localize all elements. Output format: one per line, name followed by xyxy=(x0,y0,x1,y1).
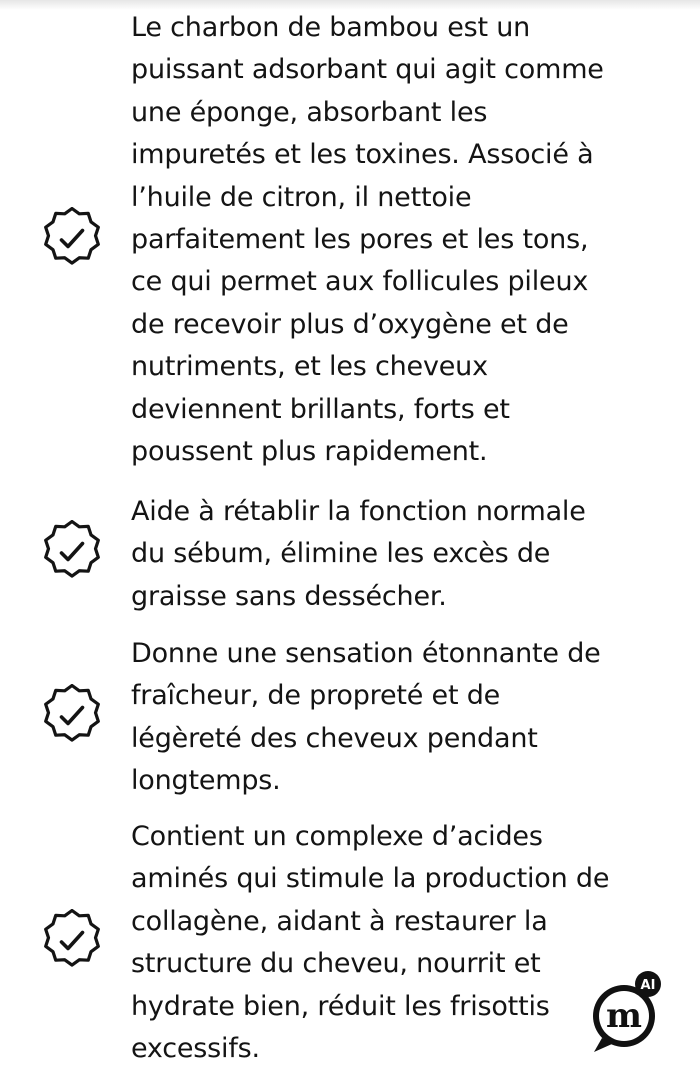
check-badge-icon xyxy=(40,520,104,584)
watermark-logo xyxy=(588,966,668,1056)
check-badge-icon xyxy=(40,909,104,973)
benefit-text: Aide à rétablir la fonction normale du sébum, élimine les excès de graisse sans dessécher. xyxy=(131,496,586,612)
benefit-text: Le charbon de bambou est un puissant adsorbant qui agit comme une éponge, absorbant les impuretés et les toxines. Associé à l’huile de citron, il nettoie parfaitement les pores et les tons, ce qui permet aux follicules pileux de recevoir plus d’oxygène et de nutriments, et les cheveux deviennent brillants, forts et poussent plus rapidement. xyxy=(131,12,604,468)
check-badge-icon xyxy=(40,207,104,271)
benefit-text: Contient un complexe d’acides aminés qui stimule la production de collagène, aidant à restaurer la structure du cheveu, nourrit et hydrate bien, réduit les frisottis excessifs. xyxy=(131,821,610,1065)
benefit-text: Donne une sensation étonnante de fraîcheur, de propreté et de légèreté des cheveux pendant longtemps. xyxy=(131,638,601,797)
logo-badge-text: AI xyxy=(640,978,656,993)
logo-letter: m xyxy=(606,996,642,1036)
check-badge-icon xyxy=(40,684,104,748)
